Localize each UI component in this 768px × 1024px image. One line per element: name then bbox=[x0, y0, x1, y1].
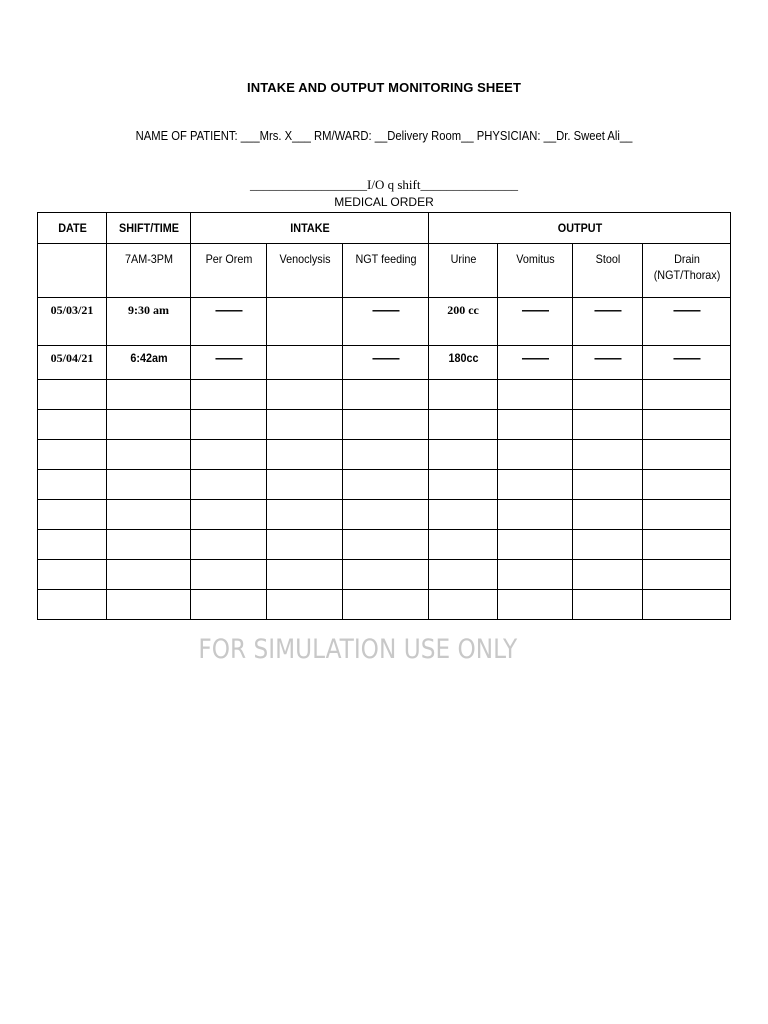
intake-header: INTAKE bbox=[202, 213, 416, 244]
output-header: OUTPUT bbox=[444, 213, 716, 244]
medical-order-caption: MEDICAL ORDER bbox=[334, 195, 434, 209]
table-row bbox=[38, 346, 731, 380]
empty-row bbox=[38, 380, 731, 410]
drain-subheader bbox=[647, 244, 726, 298]
venoclysis-cell bbox=[267, 346, 343, 380]
date-cell: 05/03/21 bbox=[38, 298, 107, 346]
time-cell: 9:30 am bbox=[107, 298, 191, 346]
empty-row bbox=[38, 470, 731, 500]
drain-cell: --------- bbox=[643, 346, 731, 380]
shift-time-header: SHIFT/TIME bbox=[111, 213, 187, 244]
header-row bbox=[38, 213, 731, 244]
empty-row bbox=[38, 560, 731, 590]
date-header: DATE bbox=[41, 213, 103, 244]
empty-row bbox=[38, 500, 731, 530]
urine-subheader: Urine bbox=[432, 244, 494, 298]
subheader-row bbox=[38, 244, 731, 298]
shift-subheader: 7AM-3PM bbox=[111, 244, 187, 298]
simulation-watermark: FOR SIMULATION USE ONLY bbox=[198, 634, 518, 665]
stool-cell: --------- bbox=[573, 346, 643, 380]
urine-cell: 200 cc bbox=[429, 298, 498, 346]
drain-label: Drain bbox=[673, 252, 700, 266]
table-row bbox=[38, 298, 731, 346]
empty-row bbox=[38, 530, 731, 560]
drain-type-label: (NGT/Thorax) bbox=[653, 268, 720, 282]
sheet-title: INTAKE AND OUTPUT MONITORING SHEET bbox=[247, 80, 521, 95]
subheader-empty-cell bbox=[41, 244, 103, 298]
vomitus-cell: --------- bbox=[498, 346, 573, 380]
empty-row bbox=[38, 590, 731, 620]
venoclysis-subheader: Venoclysis bbox=[270, 244, 338, 298]
time-cell: 6:42am bbox=[111, 346, 187, 380]
venoclysis-cell bbox=[267, 298, 343, 346]
per-orem-cell: --------- bbox=[191, 346, 267, 380]
ngt-feeding-subheader: NGT feeding bbox=[347, 244, 424, 298]
empty-row bbox=[38, 440, 731, 470]
patient-info-line: NAME OF PATIENT: ___Mrs. X___ RM/WARD: __Delivery Room__ PHYSICIAN: __Dr. Sweet Ali__ bbox=[135, 129, 633, 143]
vomitus-subheader: Vomitus bbox=[501, 244, 569, 298]
ngt-feeding-cell: --------- bbox=[343, 346, 429, 380]
medical-order-value: __________________I/O q shift_______________ bbox=[250, 177, 518, 192]
drain-cell: --------- bbox=[643, 298, 731, 346]
ngt-feeding-cell: --------- bbox=[343, 298, 429, 346]
intake-output-table bbox=[37, 212, 731, 620]
per-orem-subheader: Per Orem bbox=[194, 244, 262, 298]
empty-row bbox=[38, 410, 731, 440]
stool-subheader: Stool bbox=[576, 244, 639, 298]
urine-cell: 180cc bbox=[432, 346, 494, 380]
stool-cell: --------- bbox=[573, 298, 643, 346]
date-cell: 05/04/21 bbox=[38, 346, 107, 380]
per-orem-cell: --------- bbox=[191, 298, 267, 346]
vomitus-cell: --------- bbox=[498, 298, 573, 346]
